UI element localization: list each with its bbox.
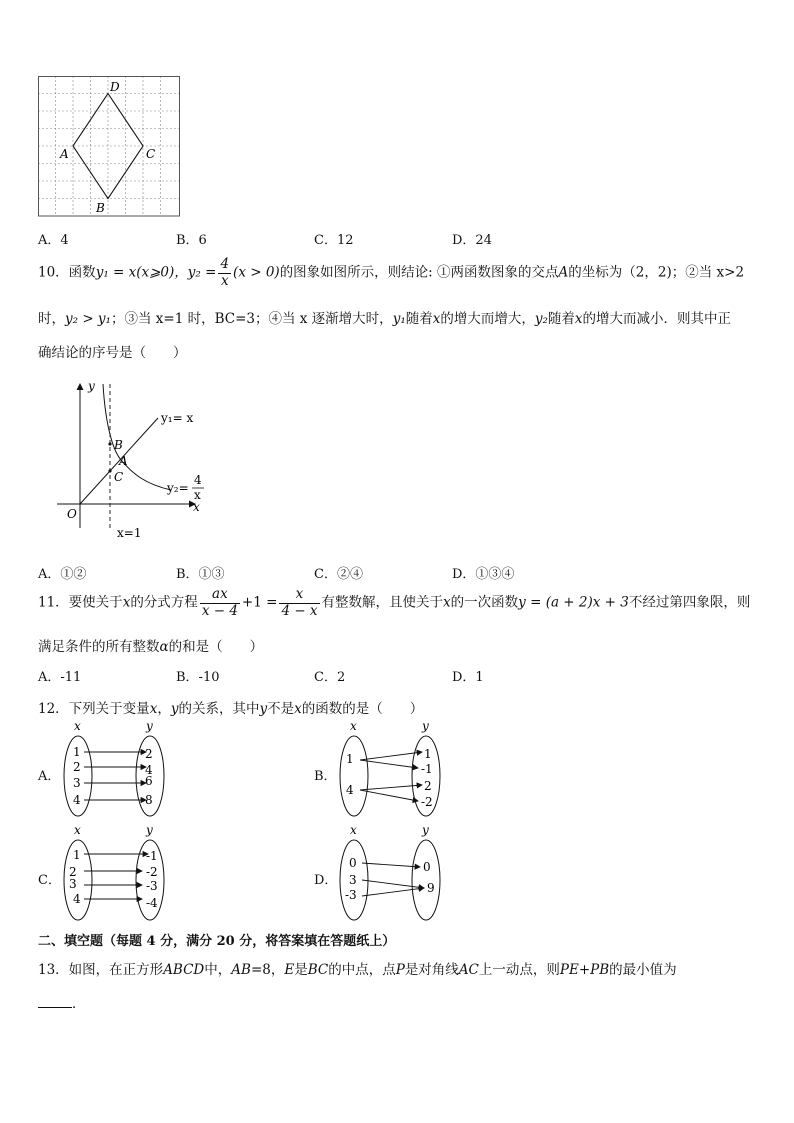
svg-text:4: 4: [346, 783, 354, 797]
svg-text:1: 1: [73, 745, 81, 759]
svg-text:0: 0: [423, 860, 431, 874]
label-a: A: [60, 147, 69, 161]
q11-option-a[interactable]: A．-11: [38, 670, 82, 685]
q11-line2: 满足条件的所有整数α的和是（ ）: [38, 639, 264, 655]
svg-text:3: 3: [73, 776, 81, 790]
y-axis-label: y: [88, 379, 95, 393]
origin-label: O: [67, 507, 77, 521]
point-b: [108, 442, 111, 445]
q12-option-d[interactable]: D．: [314, 873, 338, 888]
q10-line1: 10．函数y₁ = x(x⩾0)，y₂ = $\frac{4}{x}$ (x > 0)的图象如图所示，则结论: ①两函数图象的交点A的坐标为（2，2)；②当 x>2: [38, 256, 745, 289]
svg-text:3: 3: [69, 877, 77, 891]
label-d: D: [110, 80, 120, 94]
point-c-label: C: [114, 470, 124, 484]
svg-text:2: 2: [424, 779, 432, 793]
svg-text:9: 9: [427, 881, 435, 895]
svg-text:-2: -2: [146, 865, 158, 879]
svg-text:0: 0: [349, 856, 357, 870]
svg-text:-2: -2: [421, 795, 433, 809]
q12-option-b[interactable]: B．: [314, 769, 337, 784]
svg-text:1: 1: [73, 848, 81, 862]
svg-text:6: 6: [145, 774, 153, 788]
svg-text:2: 2: [73, 760, 81, 774]
q13-line1: 13．如图，在正方形ABCD中，AB=8，E是BC的中点，点P是对角线AC上一动点，则PE+PB的最小值为: [38, 962, 677, 978]
q12-stem: 12．下列关于变量x，y的关系，其中y不是x的函数的是（ ）: [38, 701, 424, 717]
svg-text:x: x: [350, 719, 357, 733]
q11-option-b[interactable]: B．-10: [176, 670, 220, 685]
q12-option-c[interactable]: C．: [38, 873, 61, 888]
q11-option-d[interactable]: D．1: [452, 670, 484, 685]
point-a-label: A: [119, 454, 128, 468]
svg-text:y: y: [422, 823, 429, 837]
svg-text:4: 4: [145, 763, 153, 777]
q10-function-graph: [55, 378, 215, 546]
svg-text:1: 1: [346, 752, 354, 766]
svg-text:-4: -4: [146, 896, 158, 910]
q10-line3: 确结论的序号是（ ）: [38, 345, 187, 361]
q11-option-c[interactable]: C．2: [314, 670, 346, 685]
x1-line-label: x=1: [117, 526, 142, 540]
svg-text:3: 3: [349, 873, 357, 887]
svg-text:-3: -3: [146, 879, 158, 893]
svg-text:2: 2: [69, 865, 77, 879]
svg-text:y: y: [146, 823, 153, 837]
y2-label-num: 4: [194, 473, 202, 487]
q10-option-b[interactable]: B．①③: [176, 567, 225, 582]
svg-text:4: 4: [73, 892, 81, 906]
svg-text:-3: -3: [345, 888, 357, 902]
section-2-title: 二、填空题（每题 4 分，满分 20 分，将答案填在答题纸上）: [38, 934, 396, 949]
svg-text:y: y: [422, 719, 429, 733]
q12-option-a[interactable]: A．: [38, 769, 61, 784]
q10-option-d[interactable]: D．①③④: [452, 567, 515, 582]
point-c: [108, 469, 111, 472]
svg-text:-1: -1: [421, 762, 433, 776]
y2-label-den: x: [194, 488, 201, 502]
q10-option-a[interactable]: A．①②: [38, 567, 87, 582]
q9-option-b[interactable]: B．6: [176, 233, 207, 248]
q9-option-d[interactable]: D．24: [452, 233, 492, 248]
q10-line2: 时，y₂ > y₁；③当 x=1 时，BC=3；④当 x 逐渐增大时，y₁随着x的增大而增大，y₂随着x的增大而减小．则其中正: [38, 311, 732, 327]
q12-diagram-d: [334, 822, 454, 924]
svg-text:x: x: [74, 823, 81, 837]
point-b-label: B: [114, 438, 123, 452]
svg-text:y: y: [146, 719, 153, 733]
q12-diagram-b: [334, 718, 454, 820]
q13-answer-blank[interactable]: ．: [38, 992, 86, 1012]
x-axis-label: x: [193, 500, 200, 514]
svg-text:1: 1: [424, 747, 432, 761]
svg-text:2: 2: [145, 747, 153, 761]
y1-label: y₁= x: [161, 411, 194, 425]
q9-rhombus-figure: [38, 76, 182, 218]
q9-option-a[interactable]: A．4: [38, 233, 69, 248]
q12-diagram-a: [58, 718, 178, 820]
q11-line1: 11．要使关于x的分式方程 $\frac{ax}{x - 4}$ +1 = $\frac{x}{4 - x}$ 有整数解，且使关于x的一次函数y = (a + 2)x + 3不经过第四象限，则: [38, 586, 751, 619]
svg-text:x: x: [74, 719, 81, 733]
svg-text:4: 4: [73, 793, 81, 807]
svg-text:8: 8: [145, 793, 153, 807]
svg-text:x: x: [350, 823, 357, 837]
y2-label: y₂=: [167, 481, 189, 495]
q9-option-c[interactable]: C．12: [314, 233, 354, 248]
label-b: B: [96, 201, 105, 215]
svg-text:-1: -1: [146, 849, 158, 863]
q12-diagram-c: [58, 822, 178, 924]
label-c: C: [146, 147, 156, 161]
q10-option-c[interactable]: C．②④: [314, 567, 363, 582]
